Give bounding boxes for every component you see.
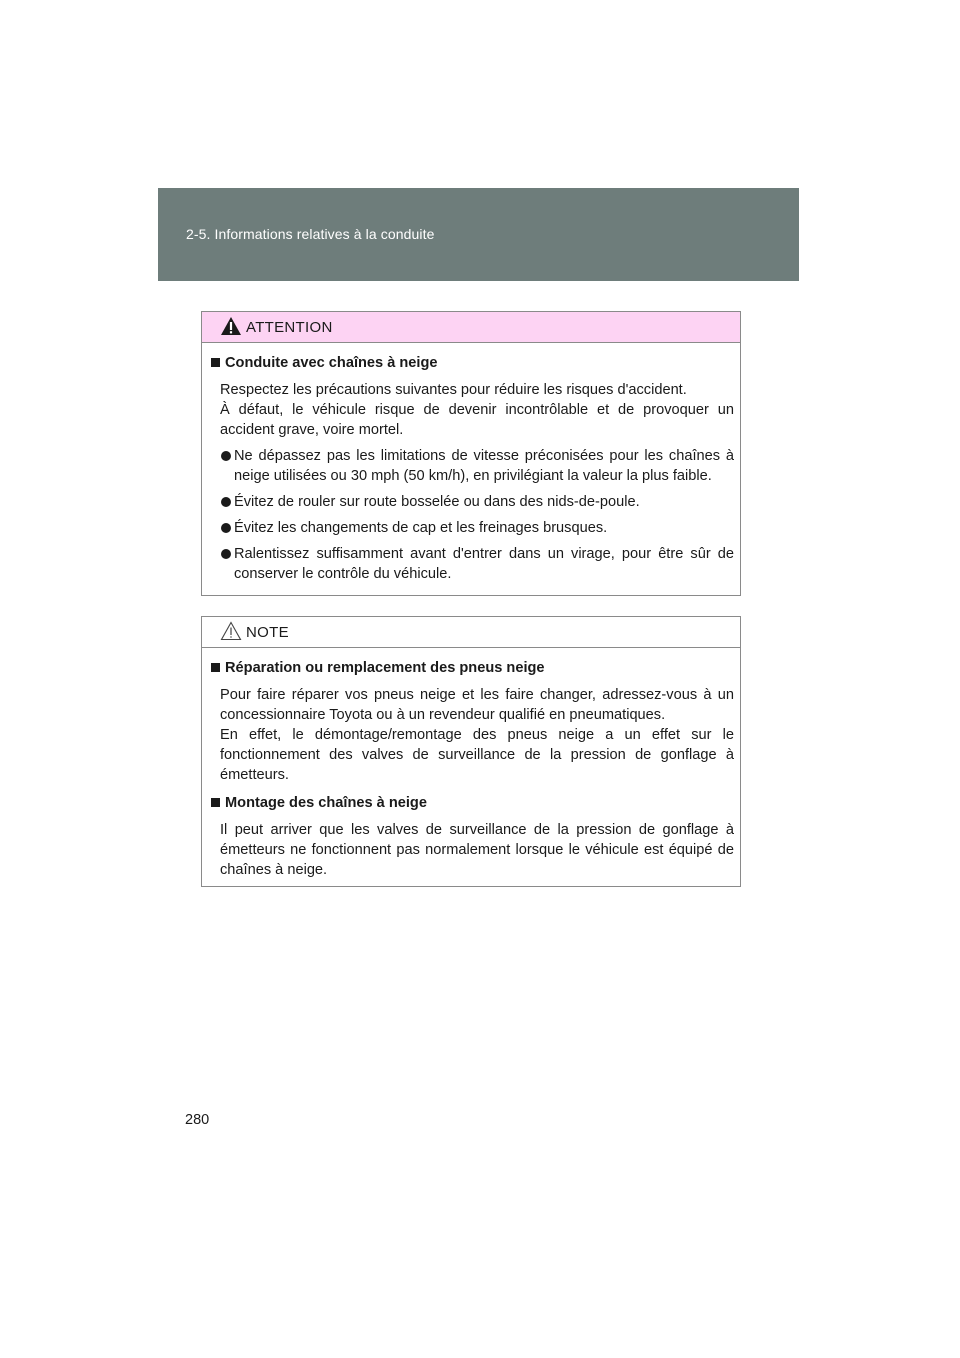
- attention-box: [201, 311, 741, 596]
- bullet-dot-icon: [221, 523, 231, 533]
- attention-header: [202, 312, 740, 343]
- attention-bullet: [211, 518, 734, 538]
- attention-subtitle: [211, 353, 734, 373]
- note-subtitle: [211, 658, 734, 678]
- attention-bullet: [211, 492, 734, 512]
- warning-outline-icon: [220, 621, 242, 641]
- note-subtitle: [211, 793, 734, 813]
- square-bullet-icon: [211, 358, 220, 367]
- attention-bullet-text: Ne dépassez pas les limitations de vitesse préconisées pour les chaînes à neige utilisées ou 30 mph (50 km/h), en privilégiant la valeur la plus faible.: [234, 448, 734, 484]
- note-box: [201, 616, 741, 887]
- note-subtitle-text: Réparation ou remplacement des pneus neige: [225, 660, 545, 676]
- bullet-dot-icon: [221, 549, 231, 559]
- attention-bullet: [211, 446, 734, 486]
- section-header-band: [158, 188, 799, 281]
- attention-bullet-text: Évitez les changements de cap et les freinages brusques.: [234, 520, 608, 536]
- note-paragraph: En effet, le démontage/remontage des pneus neige a un effet sur le fonctionnement des valves de surveillance de la pression de gonflage à émetteurs.: [220, 727, 734, 783]
- note-body: [202, 648, 740, 880]
- attention-body: [202, 343, 740, 584]
- note-header: [202, 617, 740, 648]
- page-number: 280: [185, 1112, 210, 1128]
- attention-intro-2: À défaut, le véhicule risque de devenir incontrôlable et de provoquer un accident grave, voire mortel.: [220, 402, 734, 438]
- attention-subtitle-text: Conduite avec chaînes à neige: [225, 355, 438, 371]
- bullet-dot-icon: [221, 497, 231, 507]
- attention-bullet: [211, 544, 734, 584]
- attention-intro: Respectez les précautions suivantes pour réduire les risques d'accident.: [220, 382, 687, 398]
- note-subtitle-text: Montage des chaînes à neige: [225, 795, 427, 811]
- warning-filled-icon: [220, 316, 242, 336]
- note-paragraph: Pour faire réparer vos pneus neige et les faire changer, adressez-vous à un concessionnaire Toyota ou à un revendeur qualifié en pneumatiques.: [220, 687, 734, 723]
- square-bullet-icon: [211, 663, 220, 672]
- attention-bullet-text: Évitez de rouler sur route bosselée ou dans des nids-de-poule.: [234, 494, 640, 510]
- attention-bullet-text: Ralentissez suffisamment avant d'entrer dans un virage, pour être sûr de conserver le contrôle du véhicule.: [234, 546, 734, 582]
- bullet-dot-icon: [221, 451, 231, 461]
- note-title: NOTE: [246, 624, 289, 641]
- square-bullet-icon: [211, 798, 220, 807]
- attention-title: ATTENTION: [246, 319, 333, 336]
- section-title: 2-5. Informations relatives à la conduite: [186, 226, 435, 242]
- note-paragraph: Il peut arriver que les valves de surveillance de la pression de gonflage à émetteurs ne fonctionnent pas normalement lorsque le véhicule est équipé de chaînes à neige.: [220, 822, 734, 878]
